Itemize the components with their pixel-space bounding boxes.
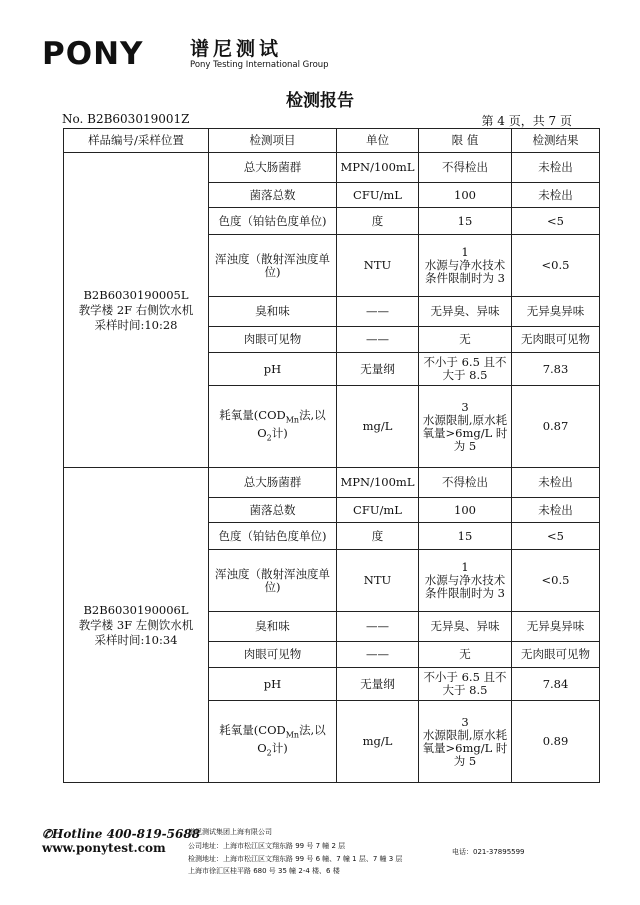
company-name-en: Pony Testing International Group — [190, 60, 329, 70]
test-item: 臭和味 — [209, 297, 337, 327]
cell-result: 未检出 — [512, 498, 600, 523]
cell-limit: 15 — [419, 523, 512, 550]
cell-limit: 1 水源与净水技术条件限制时为 3 — [419, 235, 512, 297]
cell-limit: 不得检出 — [419, 153, 512, 183]
sample-sample-id: B2B6030190005L — [83, 287, 189, 302]
logo-text: PON — [42, 36, 121, 72]
sample-location: 教学楼 3F 左侧饮水机 — [78, 617, 194, 632]
test-item: pH — [209, 668, 337, 701]
cell-unit: CFU/mL — [337, 498, 419, 523]
cell-unit: —— — [337, 327, 419, 353]
cell-result: 无肉眼可见物 — [512, 642, 600, 668]
cell-result: 7.84 — [512, 668, 600, 701]
cell-unit: mg/L — [337, 701, 419, 783]
test-item: 色度（铂钴色度单位) — [209, 208, 337, 235]
test-item: 臭和味 — [209, 612, 337, 642]
report-title: 检测报告 — [286, 91, 354, 111]
test-item-part: 耗氧量(COD — [219, 723, 286, 738]
cell-result: 未检出 — [512, 183, 600, 208]
test-item-part: Mn — [285, 730, 300, 740]
cell-limit: 不小于 6.5 且不大于 8.5 — [419, 353, 512, 386]
test-item — [209, 701, 337, 783]
company-name-cn: 谱尼测试 — [190, 38, 283, 60]
cell-result: 无肉眼可见物 — [512, 327, 600, 353]
test-item-part: 法,以 O — [257, 723, 326, 755]
cell-unit: MPN/100mL — [337, 153, 419, 183]
column-header: 限 值 — [419, 129, 512, 153]
cell-result: 未检出 — [512, 468, 600, 498]
test-item: 浑浊度（散射浑浊度单位) — [209, 235, 337, 297]
sample-time: 采样时间:10:34 — [94, 632, 178, 647]
company-address: 公司地址：上海市松江区文翔东路 99 号 7 幢 2 层 — [188, 842, 346, 850]
cell-unit: NTU — [337, 235, 419, 297]
column-header: 检测结果 — [512, 129, 600, 153]
lab-address: 检测地址：上海市松江区文翔东路 99 号 6 幢、7 幢 1 层、7 幢 3 层 — [188, 855, 403, 863]
cell-limit: 3 水源限制,原水耗氧量>6mg/L 时为 5 — [419, 701, 512, 783]
cell-result: 无异臭异味 — [512, 612, 600, 642]
report-number: No. B2B603019001Z — [62, 112, 190, 126]
test-item: 总大肠菌群 — [209, 468, 337, 498]
cell-unit: —— — [337, 297, 419, 327]
table-row — [64, 153, 600, 183]
page-indicator: 第 4 页，共 7 页 — [481, 114, 572, 128]
cell-result: 0.87 — [512, 386, 600, 468]
cell-result: 0.89 — [512, 701, 600, 783]
sample-location: 教学楼 2F 右侧饮水机 — [78, 302, 194, 317]
cell-unit: NTU — [337, 550, 419, 612]
results-table — [63, 128, 600, 783]
test-item — [209, 386, 337, 468]
sample-cell — [64, 468, 209, 783]
phone: 电话：021-37895599 — [452, 848, 525, 856]
test-item: 色度（铂钴色度单位) — [209, 523, 337, 550]
sample-time: 采样时间:10:28 — [94, 317, 178, 332]
cell-result: <5 — [512, 208, 600, 235]
cell-limit: 100 — [419, 498, 512, 523]
test-item-part: 计) — [271, 740, 288, 755]
test-item: 浑浊度（散射浑浊度单位) — [209, 550, 337, 612]
pony-logo — [42, 36, 143, 72]
sample-cell — [64, 153, 209, 468]
table-row — [64, 468, 600, 498]
website-link[interactable]: www.ponytest.com — [42, 841, 166, 855]
test-item-part: 法,以 O — [257, 408, 326, 440]
cell-result: 7.83 — [512, 353, 600, 386]
test-item: 肉眼可见物 — [209, 327, 337, 353]
cell-limit: 1 水源与净水技术条件限制时为 3 — [419, 550, 512, 612]
cell-limit: 100 — [419, 183, 512, 208]
hotline: ✆Hotline 400-819-5688 — [42, 827, 201, 841]
column-header: 检测项目 — [209, 129, 337, 153]
test-item: pH — [209, 353, 337, 386]
test-item-part: Mn — [285, 415, 300, 425]
cell-unit: —— — [337, 612, 419, 642]
test-item-part: 2 — [266, 432, 272, 442]
cell-unit: 度 — [337, 208, 419, 235]
footer-company: 谱尼测试集团上海有限公司 — [188, 828, 272, 836]
cell-result: 未检出 — [512, 153, 600, 183]
lab-address-2: 上海市徐汇区桂平路 680 号 35 幢 2-4 楼、6 楼 — [188, 867, 340, 875]
cell-unit: CFU/mL — [337, 183, 419, 208]
cell-unit: 无量纲 — [337, 353, 419, 386]
table-header-row — [64, 129, 600, 153]
cell-unit: —— — [337, 642, 419, 668]
logo-text-y: Y — [120, 36, 144, 72]
cell-result: <5 — [512, 523, 600, 550]
cell-limit: 不得检出 — [419, 468, 512, 498]
cell-limit: 不小于 6.5 且不大于 8.5 — [419, 668, 512, 701]
cell-limit: 无异臭、异味 — [419, 297, 512, 327]
sample-sample-id: B2B6030190006L — [83, 602, 189, 617]
cell-unit: 度 — [337, 523, 419, 550]
cell-limit: 无 — [419, 327, 512, 353]
column-header: 样品编号/采样位置 — [64, 129, 209, 153]
cell-limit: 无异臭、异味 — [419, 612, 512, 642]
letterhead — [42, 28, 602, 76]
cell-unit: 无量纲 — [337, 668, 419, 701]
cell-unit: MPN/100mL — [337, 468, 419, 498]
test-item-part: 2 — [266, 747, 272, 757]
cell-unit: mg/L — [337, 386, 419, 468]
test-item-part: 计) — [271, 425, 288, 440]
cell-result: <0.5 — [512, 235, 600, 297]
cell-limit: 3 水源限制,原水耗氧量>6mg/L 时为 5 — [419, 386, 512, 468]
test-item: 菌落总数 — [209, 183, 337, 208]
cell-limit: 15 — [419, 208, 512, 235]
footer — [42, 825, 602, 905]
cell-limit: 无 — [419, 642, 512, 668]
test-item: 肉眼可见物 — [209, 642, 337, 668]
cell-result: <0.5 — [512, 550, 600, 612]
test-item: 菌落总数 — [209, 498, 337, 523]
column-header: 单位 — [337, 129, 419, 153]
cell-result: 无异臭异味 — [512, 297, 600, 327]
test-item-part: 耗氧量(COD — [219, 408, 286, 423]
test-item: 总大肠菌群 — [209, 153, 337, 183]
